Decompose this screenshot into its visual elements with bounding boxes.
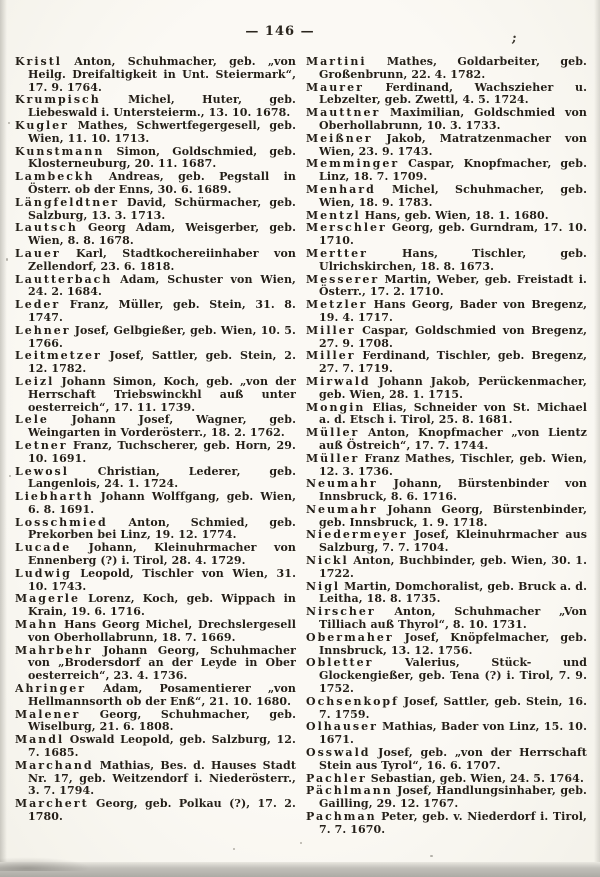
entry-surname: Osswald — [306, 746, 371, 760]
entry-text: Christian, Lederer, geb. Langenlois, 24. 1. 1724. — [28, 464, 296, 491]
entry-text: Adam, Posamentierer „von Hellmannsorth ob der Enß“, 21. 10. 1680. — [28, 682, 296, 708]
entry-surname: Mentzl — [306, 208, 361, 222]
entry-text: Ferdinand, Tischler, geb. Bregenz, 27. 7. 1719. — [319, 349, 587, 376]
entry-surname: Niedermeyer — [306, 528, 408, 542]
directory-entry — [306, 581, 587, 607]
directory-entry — [15, 197, 296, 223]
entry-surname: Miller — [306, 349, 356, 363]
directory-entry — [15, 56, 296, 94]
entry-text: Elias, Schneider von St. Michael a. d. Etsch i. Tirol, 25. 8. 1681. — [319, 400, 587, 427]
entry-surname: Krumpisch — [15, 93, 101, 107]
text-columns — [15, 56, 587, 862]
entry-text: Valerius, Stück- und Glockengießer, geb. Tena (?) i. Tirol, 7. 9. 1752. — [319, 656, 587, 696]
entry-text: Michel, Schuhmacher, geb. Wien, 18. 9. 1783. — [319, 182, 587, 209]
entry-surname: Lautterbach — [15, 272, 113, 286]
entry-surname: Mandl — [15, 733, 65, 747]
directory-entry — [15, 325, 296, 351]
directory-entry — [15, 542, 296, 568]
entry-text: Anton, Schuhmacher, geb. „von Heilg. Dreifaltigkeit in Unt. Steiermark“, 17. 9. 1764. — [28, 56, 296, 94]
entry-text: Georg Adam, Weisgerber, geb. Wien, 8. 8. 1678. — [28, 221, 296, 248]
entry-surname: Pachman — [306, 810, 377, 824]
entry-text: Caspar, Goldschmied von Bregenz, 27. 9. 1708. — [319, 323, 587, 350]
entry-text: Andreas, geb. Pegstall in Österr. ob der Enns, 30. 6. 1689. — [28, 170, 296, 196]
entry-text: Mathes, Goldarbeiter, geb. Großenbrunn, 22. 4. 1782. — [319, 56, 587, 81]
entry-text: Adam, Schuster von Wien, 24. 2. 1684. — [28, 272, 296, 299]
entry-surname: Lauer — [15, 246, 61, 260]
directory-entry — [15, 440, 296, 466]
entry-surname: Mahn — [15, 618, 59, 632]
scan-edge-bottom — [0, 862, 600, 877]
directory-entry — [306, 529, 587, 555]
entry-surname: Neumahr — [306, 502, 378, 516]
directory-entry — [15, 568, 296, 594]
entry-text: Hans, geb. Wien, 18. 1. 1680. — [360, 208, 549, 222]
scan-speck — [9, 475, 11, 477]
entry-text: Josef, Knöpfelmacher, geb. Innsbruck, 13. 12. 1756. — [319, 630, 587, 657]
entry-surname: Malener — [15, 707, 81, 721]
scan-speck — [300, 842, 302, 844]
scan-speck — [8, 122, 10, 124]
entry-text: Franz Mathes, Tischler, geb. Wien, 12. 3. 1736. — [319, 451, 587, 478]
directory-entry — [306, 158, 587, 184]
directory-entry — [306, 721, 587, 747]
entry-text: Leopold, Tischler von Wien, 31. 10. 1743. — [28, 566, 296, 593]
directory-entry — [15, 120, 296, 146]
directory-entry — [15, 491, 296, 517]
entry-text: Hans Georg Michel, Drechslergesell von Oberhollabrunn, 18. 7. 1669. — [28, 618, 296, 644]
directory-entry — [306, 696, 587, 722]
entry-text: Johann Georg, Schuhmacher von „Brodersdorf an der Leyde in Ober oesterreich“, 23. 4. 1736. — [28, 643, 296, 683]
directory-entry — [306, 299, 587, 325]
directory-entry — [306, 222, 587, 248]
entry-surname: Menhard — [306, 182, 376, 196]
entry-text: Hans Georg, Bader von Bregenz, 19. 4. 1717. — [319, 298, 587, 324]
page-number: — 146 — — [245, 24, 315, 39]
entry-text: Johann, Kleinuhrmacher von Ennenberg (?) i. Tirol, 28. 4. 1729. — [28, 541, 296, 568]
entry-text: Johann Josef, Wagner, geb. Weingarten in Vorderösterr., 18. 2. 1762. — [28, 413, 296, 440]
entry-text: Johann, Bürstenbinder von Innsbruck, 8. 6. 1716. — [319, 477, 587, 504]
entry-text: Anton, Schmied, geb. Prekorben bei Linz, 19. 12. 1774. — [28, 515, 296, 542]
directory-entry — [306, 478, 587, 504]
directory-entry — [306, 56, 587, 82]
directory-entry — [15, 94, 296, 120]
right-column — [306, 56, 587, 862]
directory-entry — [306, 82, 587, 108]
entry-text: Lorenz, Koch, geb. Wippach in Krain, 19. 6. 1716. — [28, 592, 296, 619]
entry-surname: Magerle — [15, 592, 80, 606]
left-column — [15, 56, 296, 862]
entry-surname: Metzler — [306, 298, 368, 312]
entry-surname: Leizl — [15, 374, 55, 388]
entry-text: Josef, Sattler, geb. Stein, 16. 7. 1759. — [319, 694, 587, 721]
entry-surname: Ahringer — [15, 682, 86, 696]
directory-entry — [306, 350, 587, 376]
directory-entry — [15, 222, 296, 248]
directory-entry — [306, 632, 587, 658]
directory-entry — [306, 606, 587, 632]
entry-text: Josef, Kleinuhrmacher aus Salzburg, 7. 7. 1704. — [319, 528, 587, 555]
directory-entry — [306, 248, 587, 274]
entry-surname: Nickl — [306, 554, 349, 568]
directory-entry — [15, 274, 296, 300]
entry-surname: Liebharth — [15, 490, 94, 504]
entry-surname: Lele — [15, 413, 49, 427]
entry-text: Martin, Domchoralist, geb. Bruck a. d. Leitha, 18. 8. 1735. — [319, 579, 587, 606]
entry-surname: Maurer — [306, 80, 364, 94]
directory-entry — [306, 402, 587, 428]
entry-text: Mathias, Bader von Linz, 15. 10. 1671. — [319, 720, 587, 747]
entry-text: Josef, Sattler, geb. Stein, 2. 12. 1782. — [28, 349, 296, 376]
entry-text: Johann Simon, Koch, geb. „von der Herrschaft Triebswinckhl auß unter oesterreich“, 17. 11. 1739. — [28, 374, 296, 414]
directory-entry — [15, 645, 296, 683]
entry-text: Oswald Leopold, geb. Salzburg, 12. 7. 1685. — [28, 733, 296, 760]
directory-entry — [306, 184, 587, 210]
scan-smudge — [0, 857, 90, 871]
directory-entry — [306, 747, 587, 773]
entry-text: Georg, geb. Polkau (?), 17. 2. 1780. — [28, 797, 296, 824]
scan-edge-right — [594, 0, 600, 877]
directory-entry — [15, 376, 296, 414]
entry-text: Georg, Schuhmacher, geb. Wiselburg, 21. 6. 1808. — [28, 707, 296, 734]
entry-surname: Losschmied — [15, 515, 108, 529]
directory-entry — [306, 133, 587, 159]
entry-text: Martin, Weber, geb. Freistadt i. Österr., 17. 2. 1710. — [319, 272, 587, 299]
directory-entry — [15, 619, 296, 645]
entry-text: Simon, Goldschmied, geb. Klosterneuburg, 20. 11. 1687. — [28, 144, 296, 171]
directory-entry — [306, 427, 587, 453]
entry-surname: Mertter — [306, 246, 368, 260]
entry-text: Michel, Huter, geb. Liebeswald i. Untersteierm., 13. 10. 1678. — [28, 93, 296, 120]
directory-entry — [15, 709, 296, 735]
entry-surname: Miller — [306, 323, 356, 337]
directory-entry — [15, 734, 296, 760]
directory-entry — [15, 414, 296, 440]
entry-text: Franz, Tuchscherer, geb. Horn, 29. 10. 1691. — [28, 438, 296, 465]
entry-text: Anton, Buchbinder, geb. Wien, 30. 1. 1722. — [319, 554, 587, 580]
directory-entry — [15, 350, 296, 376]
entry-text: Franz, Müller, geb. Stein, 31. 8. 1747. — [28, 298, 296, 324]
directory-entry — [15, 683, 296, 709]
entry-surname: Lautsch — [15, 221, 78, 235]
directory-entry — [306, 453, 587, 479]
entry-text: Maximilian, Goldschmied von Oberhollabrunn, 10. 3. 1733. — [319, 106, 587, 132]
directory-entry — [15, 760, 296, 798]
entry-surname: Marchert — [15, 797, 89, 811]
entry-text: Johann Georg, Bürstenbinder, geb. Innsbruck, 1. 9. 1718. — [319, 502, 587, 529]
directory-entry — [15, 171, 296, 197]
directory-entry — [306, 325, 587, 351]
entry-surname: Längfeldtner — [15, 195, 120, 209]
entry-text: Josef, geb. „von der Herrschaft Stein aus Tyrol“, 16. 6. 1707. — [319, 746, 587, 772]
entry-surname: Memminger — [306, 157, 400, 171]
entry-text: Karl, Stadtkochereiinhaber von Zellendorf, 23. 6. 1818. — [28, 246, 296, 273]
entry-text: Mathes, Schwertfegergesell, geb. Wien, 11. 10. 1713. — [28, 118, 296, 145]
entry-text: Josef, Gelbgießer, geb. Wien, 10. 5. 1766. — [28, 323, 296, 350]
scan-edge-left — [0, 0, 7, 877]
entry-surname: Leder — [15, 298, 61, 312]
entry-text: Josef, Handlungsinhaber, geb. Gailling, 29. 12. 1767. — [319, 784, 587, 811]
entry-surname: Messerer — [306, 272, 380, 286]
directory-entry — [306, 274, 587, 300]
directory-entry — [306, 376, 587, 402]
entry-surname: Obletter — [306, 656, 374, 670]
directory-entry — [306, 555, 587, 581]
entry-text: Hans, Tischler, geb. Ulrichskirchen, 18. 8. 1673. — [319, 246, 587, 273]
entry-text: Ferdinand, Wachszieher u. Lebzelter, geb. Zwettl, 4. 5. 1724. — [319, 80, 587, 107]
entry-surname: Lehner — [15, 323, 71, 337]
entry-text: Anton, Schuhmacher „Von Tilliach auß Thyrol“, 8. 10. 1731. — [319, 605, 587, 632]
entry-surname: Leitmetzer — [15, 349, 102, 363]
entry-surname: Mongin — [306, 400, 366, 414]
entry-text: Mathias, Bes. d. Hauses Stadt Nr. 17, geb. Weitzendorf i. Niederösterr., 3. 7. 1794. — [28, 758, 296, 798]
entry-surname: Kugler — [15, 118, 69, 132]
ink-mark: ; — [510, 30, 518, 47]
entry-surname: Kunstmann — [15, 144, 105, 158]
directory-entry — [306, 504, 587, 530]
directory-entry — [15, 299, 296, 325]
directory-entry — [306, 811, 587, 837]
scan-speck — [430, 855, 433, 857]
entry-surname: Lucade — [15, 541, 72, 555]
entry-text: Georg, geb. Gurndram, 17. 10. 1710. — [319, 221, 587, 248]
directory-entry — [15, 517, 296, 543]
directory-entry — [306, 107, 587, 133]
entry-text: Anton, Knopfmacher „von Lientz auß Östreich“, 17. 7. 1744. — [319, 426, 587, 452]
directory-entry — [15, 798, 296, 824]
directory-entry — [15, 248, 296, 274]
scan-speck — [233, 848, 235, 850]
entry-surname: Meißner — [306, 131, 373, 145]
directory-entry — [15, 146, 296, 172]
entry-surname: Lewosl — [15, 464, 69, 478]
entry-surname: Ochsenkopf — [306, 694, 399, 708]
entry-surname: Müller — [306, 426, 360, 440]
entry-surname: Marchand — [15, 758, 94, 772]
entry-surname: Obermaher — [306, 630, 394, 644]
entry-surname: Mahrbehr — [15, 643, 93, 657]
entry-surname: Letner — [15, 438, 68, 452]
entry-surname: Nirscher — [306, 605, 376, 619]
entry-surname: Pächlmann — [306, 784, 393, 798]
entry-surname: Olhauser — [306, 720, 378, 734]
entry-surname: Kristl — [15, 56, 62, 68]
entry-surname: Martini — [306, 56, 367, 68]
entry-surname: Lambeckh — [15, 170, 95, 184]
directory-entry — [306, 657, 587, 695]
entry-surname: Mirwald — [306, 374, 371, 388]
directory-entry — [15, 466, 296, 492]
directory-entry — [306, 785, 587, 811]
entry-surname: Pachler — [306, 771, 367, 785]
entry-text: Johann Wolffgang, geb. Wien, 6. 8. 1691. — [28, 490, 296, 516]
entry-surname: Mauttner — [306, 106, 381, 120]
entry-surname: Ludwig — [15, 566, 72, 580]
entry-surname: Neumahr — [306, 477, 378, 491]
entry-text: Jakob, Matratzenmacher von Wien, 23. 9. 1743. — [319, 131, 587, 158]
entry-surname: Müller — [306, 451, 360, 465]
entry-text: David, Schürmacher, geb. Salzburg, 13. 3. 1713. — [28, 195, 296, 222]
entry-surname: Nigl — [306, 579, 341, 593]
entry-text: Sebastian, geb. Wien, 24. 5. 1764. — [366, 771, 584, 785]
entry-text: Peter, geb. v. Niederdorf i. Tirol, 7. 7. 1670. — [319, 810, 587, 836]
entry-text: Johann Jakob, Perückenmacher, geb. Wien, 28. 1. 1715. — [319, 374, 587, 401]
entry-surname: Merschler — [306, 221, 387, 235]
directory-entry — [15, 593, 296, 619]
entry-text: Caspar, Knopfmacher, geb. Linz, 18. 7. 1709. — [319, 157, 587, 184]
